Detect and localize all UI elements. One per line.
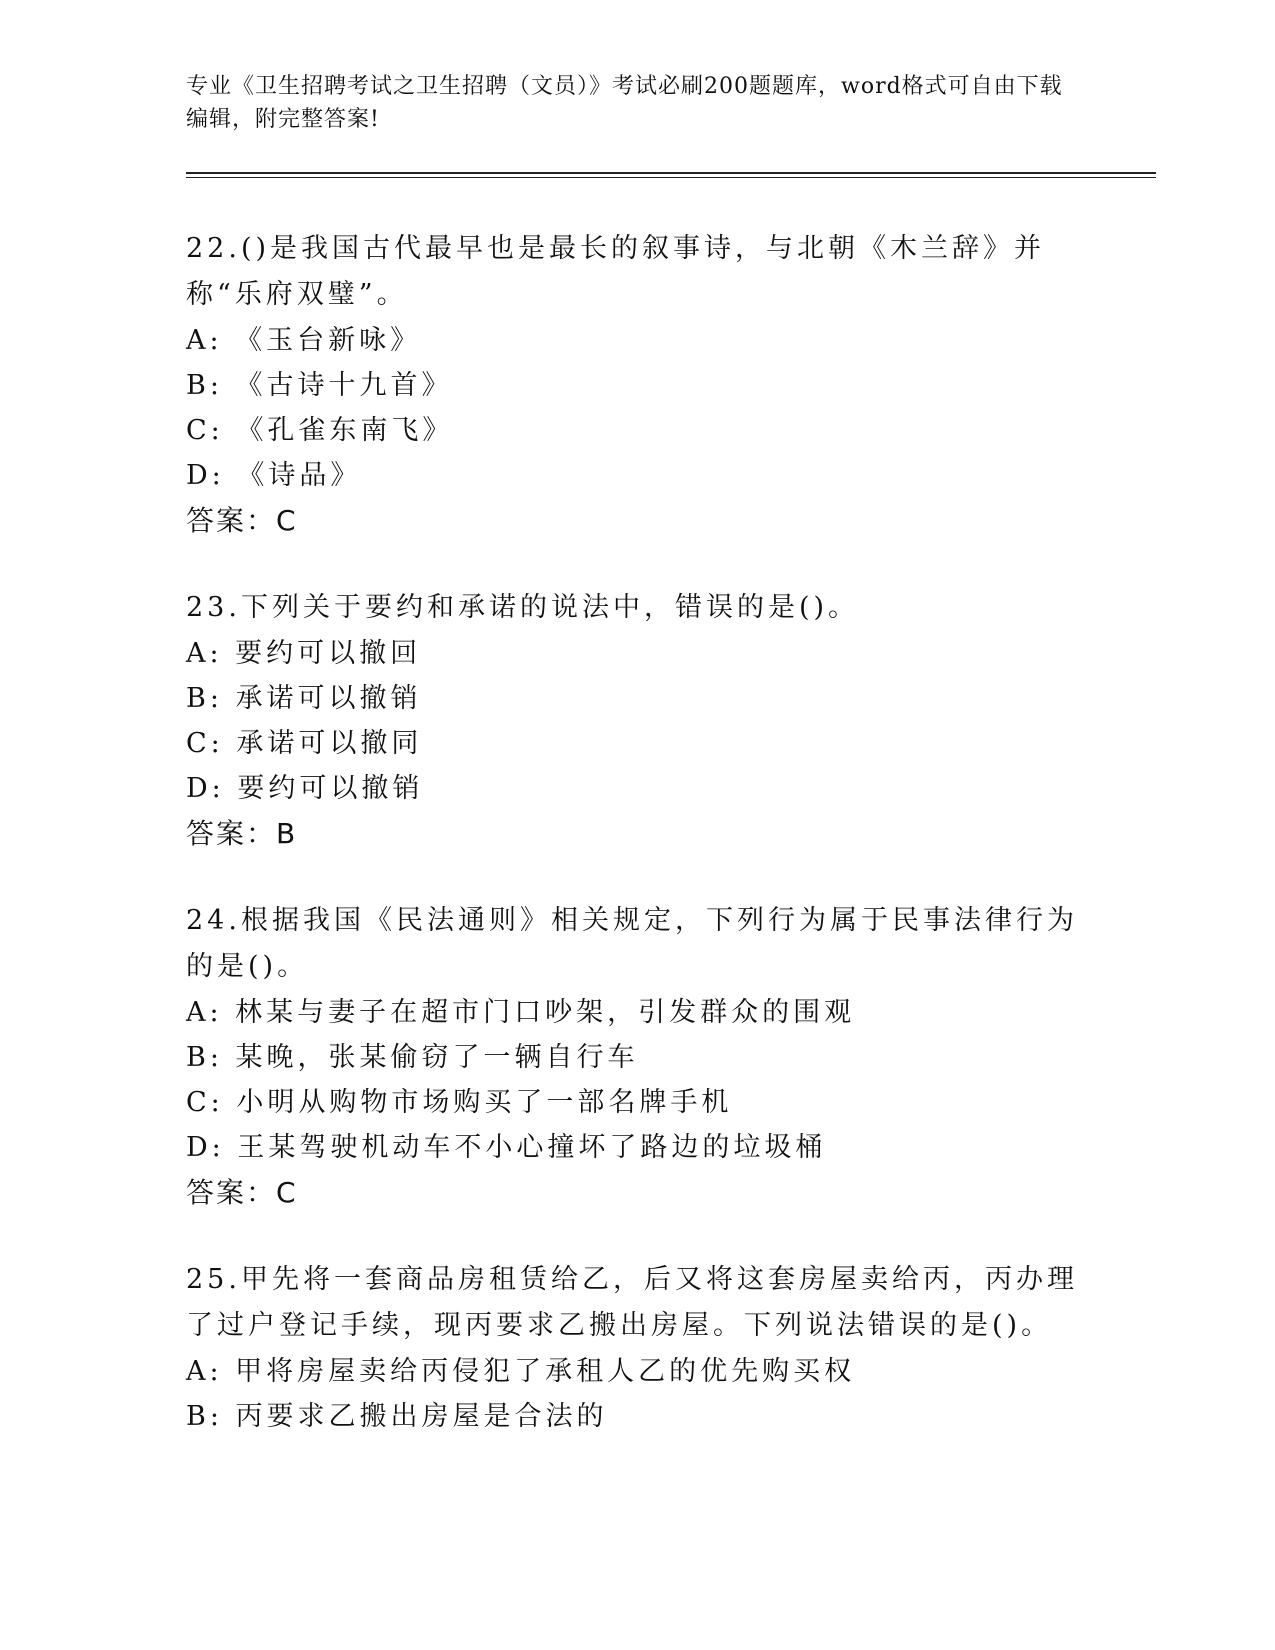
option-d: D: 王某驾驶机动车不小心撞坏了路边的垃圾桶 xyxy=(186,1132,827,1163)
question-stem: 22.()是我国古代最早也是最长的叙事诗，与北朝《木兰辞》并称“乐府双璧”。 xyxy=(186,233,1046,310)
option-a: A: 要约可以撤回 xyxy=(186,638,422,669)
option-c: C: 《孔雀东南飞》 xyxy=(186,415,454,446)
option-b: B: 承诺可以撤销 xyxy=(186,683,422,714)
question-25 xyxy=(186,1257,1156,1439)
option-a: A: 《玉台新咏》 xyxy=(186,325,422,356)
document-page xyxy=(186,70,1156,1439)
option-b: B: 某晚，张某偷窃了一辆自行车 xyxy=(186,1042,639,1073)
question-24 xyxy=(186,898,1156,1216)
option-c: C: 承诺可以撤同 xyxy=(186,728,423,759)
option-d: D: 《诗品》 xyxy=(186,460,362,491)
option-b: B: 《古诗十九首》 xyxy=(186,370,453,401)
option-b: B: 丙要求乙搬出房屋是合法的 xyxy=(186,1401,608,1432)
question-stem: 24.根据我国《民法通则》相关规定，下列行为属于民事法律行为的是()。 xyxy=(186,905,1078,982)
answer-line: 答案：C xyxy=(186,504,298,537)
option-c: C: 小明从购物市场购买了一部名牌手机 xyxy=(186,1087,733,1118)
option-a: A: 甲将房屋卖给丙侵犯了承租人乙的优先购买权 xyxy=(186,1356,856,1387)
question-stem: 23.下列关于要约和承诺的说法中，错误的是()。 xyxy=(186,592,860,623)
answer-line: 答案：B xyxy=(186,817,298,850)
answer-line: 答案：C xyxy=(186,1176,298,1209)
divider-thin-line xyxy=(186,177,1156,178)
option-a: A: 林某与妻子在超市门口吵架，引发群众的围观 xyxy=(186,997,856,1028)
divider-thick-line xyxy=(186,172,1156,174)
document-header-note: 专业《卫生招聘考试之卫生招聘（文员）》考试必刷200题题库，word格式可自由下载编辑，附完整答案! xyxy=(186,74,1063,132)
question-stem: 25.甲先将一套商品房租赁给乙，后又将这套房屋卖给丙，丙办理了过户登记手续，现丙要求乙搬出房屋。下列说法错误的是()。 xyxy=(186,1264,1078,1341)
header-divider xyxy=(186,172,1156,178)
question-23 xyxy=(186,585,1156,857)
question-22 xyxy=(186,226,1156,544)
option-d: D: 要约可以撤销 xyxy=(186,773,424,804)
